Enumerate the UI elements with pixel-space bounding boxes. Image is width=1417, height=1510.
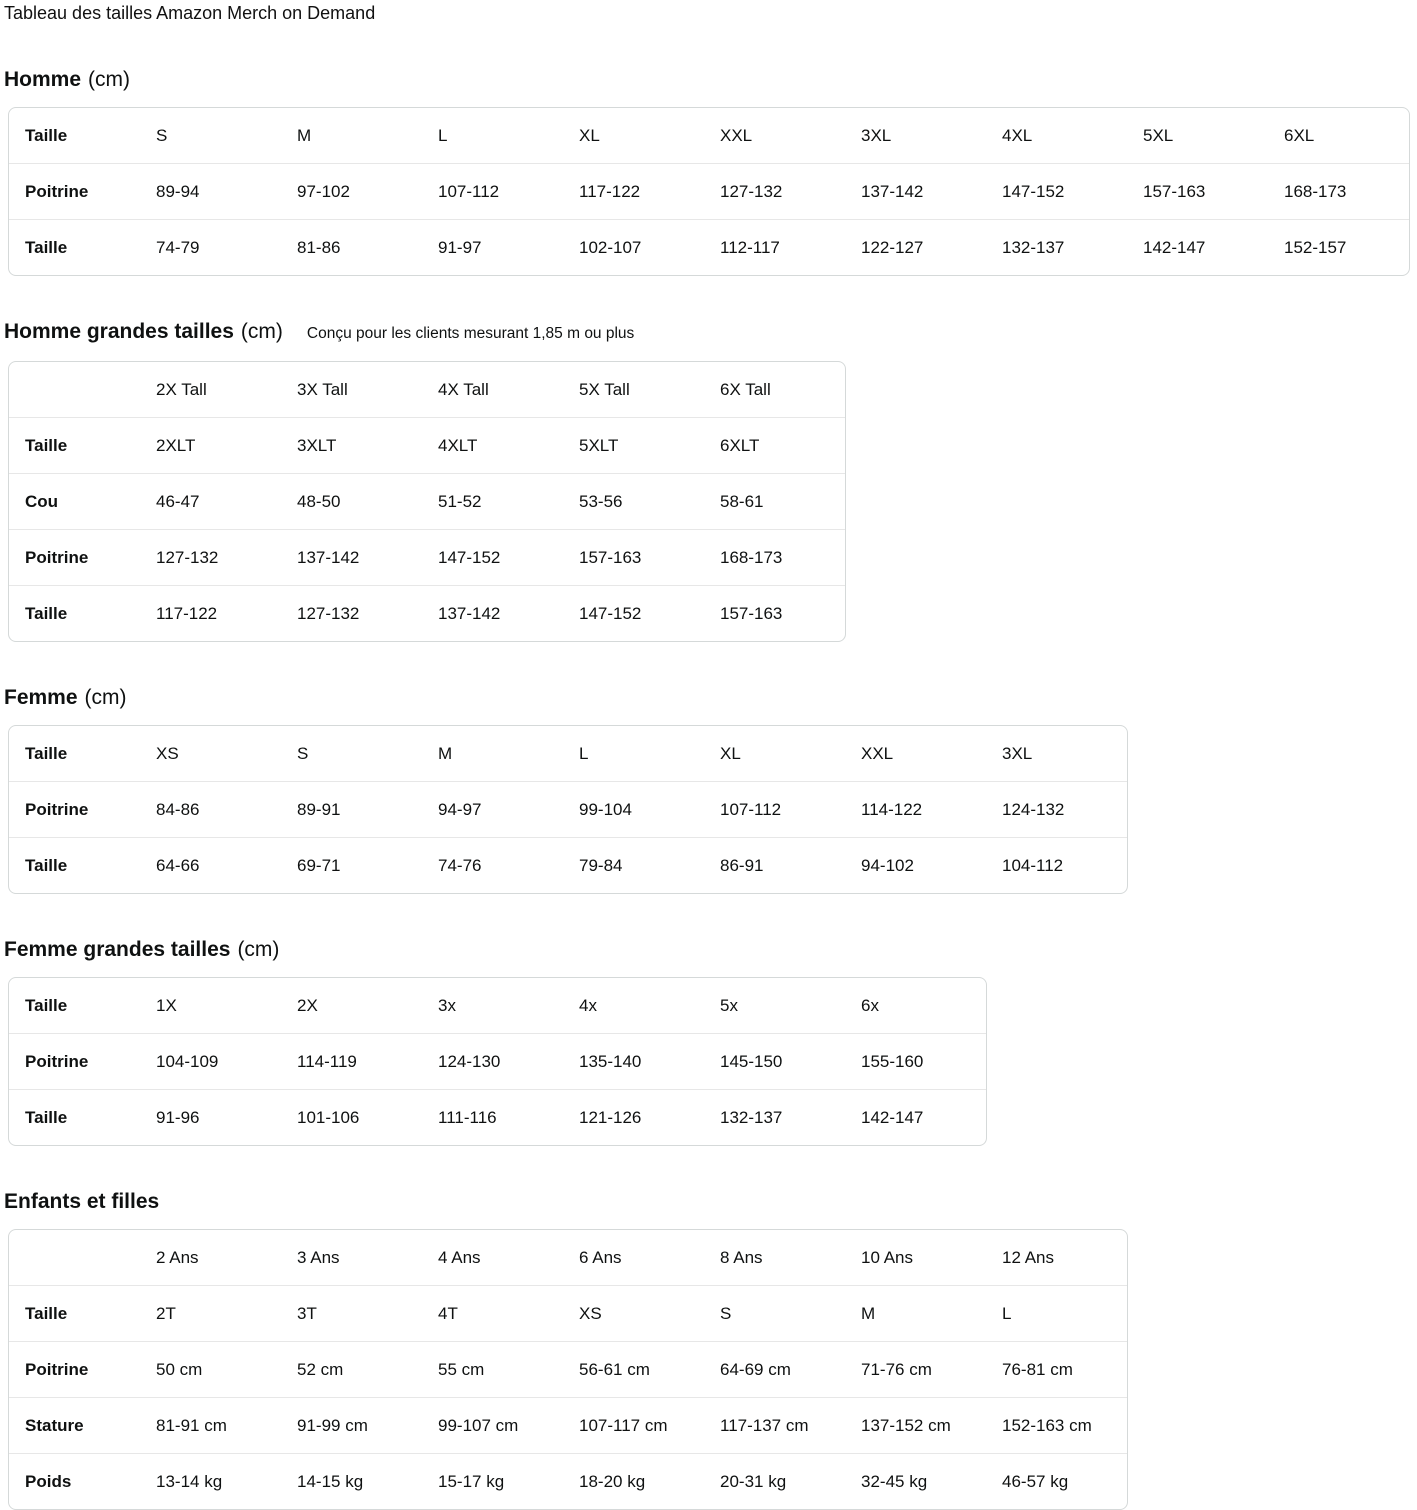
column-header-cell: 4x — [579, 995, 597, 1015]
value-cell: 2T — [140, 1285, 281, 1341]
value-cell: 5XLT — [563, 417, 704, 473]
column-header-cell: 3X Tall — [297, 379, 348, 399]
value-cell: 168-173 — [704, 529, 845, 585]
value-cell: 13-14 kg — [140, 1453, 281, 1509]
value-cell: XS — [563, 1285, 704, 1341]
value-cell: 64-69 cm — [704, 1341, 845, 1397]
value-cell: 112-117 — [704, 219, 845, 275]
value-cell: 117-137 cm — [704, 1397, 845, 1453]
column-header-cell: XXL — [720, 125, 753, 145]
column-header-cell: 3XL — [1002, 743, 1033, 763]
table-row — [9, 1341, 1127, 1397]
value-cell: 55 cm — [422, 1341, 563, 1397]
row-label-cell: Poitrine — [9, 1033, 140, 1089]
value-cell: 18-20 kg — [563, 1453, 704, 1509]
value-cell: 74-76 — [422, 837, 563, 893]
table-row — [9, 219, 1409, 275]
value-cell: 127-132 — [281, 585, 422, 641]
header-label-cell: Taille — [25, 995, 68, 1015]
value-cell: 91-99 cm — [281, 1397, 422, 1453]
value-cell: 94-97 — [422, 781, 563, 837]
table-row — [9, 1089, 986, 1145]
section-heading-text: Enfants et filles — [4, 1190, 160, 1213]
value-cell: 135-140 — [563, 1033, 704, 1089]
table-header-row — [9, 726, 1127, 781]
value-cell: 155-160 — [845, 1033, 986, 1089]
value-cell: 117-122 — [140, 585, 281, 641]
column-header-cell: 6X Tall — [720, 379, 771, 399]
column-header-cell: 1X — [156, 995, 177, 1015]
value-cell: 48-50 — [281, 473, 422, 529]
section-heading-text: Homme grandes tailles — [4, 320, 234, 343]
size-table — [8, 107, 1410, 276]
value-cell: 53-56 — [563, 473, 704, 529]
column-header-cell: XL — [579, 125, 600, 145]
column-header-cell: 5X Tall — [579, 379, 630, 399]
column-header-cell: XL — [720, 743, 741, 763]
column-header-cell: 2X Tall — [156, 379, 207, 399]
value-cell: 97-102 — [281, 163, 422, 219]
row-label-cell: Poitrine — [9, 1341, 140, 1397]
value-cell: 147-152 — [986, 163, 1127, 219]
table-row — [9, 163, 1409, 219]
value-cell: 89-91 — [281, 781, 422, 837]
column-header-cell: 3XL — [861, 125, 892, 145]
value-cell: 46-47 — [140, 473, 281, 529]
value-cell: 137-142 — [422, 585, 563, 641]
size-table-femme-grandes-tailles — [8, 977, 1417, 1146]
value-cell: 91-97 — [422, 219, 563, 275]
row-label-cell: Poids — [9, 1453, 140, 1509]
column-header-cell: 5x — [720, 995, 738, 1015]
value-cell: 168-173 — [1268, 163, 1409, 219]
column-header-cell: L — [438, 125, 448, 145]
value-cell: 99-107 cm — [422, 1397, 563, 1453]
value-cell: 142-147 — [845, 1089, 986, 1145]
column-header-cell: 8 Ans — [720, 1247, 763, 1267]
column-header-cell: 3x — [438, 995, 456, 1015]
table-row — [9, 1397, 1127, 1453]
value-cell: 74-79 — [140, 219, 281, 275]
size-table — [8, 977, 987, 1146]
header-label-cell: Taille — [25, 125, 68, 145]
section-femme — [4, 686, 1417, 894]
column-header-cell: 4 Ans — [438, 1247, 481, 1267]
section-heading-enfants-et-filles — [4, 1190, 1417, 1214]
value-cell: 102-107 — [563, 219, 704, 275]
row-label-cell: Poitrine — [9, 163, 140, 219]
section-heading-homme — [4, 68, 1417, 92]
value-cell: 101-106 — [281, 1089, 422, 1145]
value-cell: 3T — [281, 1285, 422, 1341]
value-cell: 104-112 — [986, 837, 1127, 893]
column-header-cell: 2X — [297, 995, 318, 1015]
value-cell: 52 cm — [281, 1341, 422, 1397]
section-heading-unit: (cm) — [84, 686, 127, 709]
column-header-cell: 12 Ans — [1002, 1247, 1054, 1267]
size-table — [8, 725, 1128, 894]
value-cell: 6XLT — [704, 417, 845, 473]
section-heading-note: Conçu pour les clients mesurant 1,85 m ou plus — [306, 325, 635, 342]
column-header-cell: L — [579, 743, 589, 763]
table-header-row — [9, 1230, 1127, 1285]
section-homme — [4, 68, 1417, 276]
value-cell: 89-94 — [140, 163, 281, 219]
row-label-cell: Taille — [9, 1089, 140, 1145]
column-header-cell: M — [297, 125, 312, 145]
value-cell: 127-132 — [140, 529, 281, 585]
value-cell: S — [704, 1285, 845, 1341]
section-heading-unit: (cm) — [88, 68, 131, 91]
column-header-cell: 4X Tall — [438, 379, 489, 399]
table-row — [9, 417, 845, 473]
value-cell: 157-163 — [563, 529, 704, 585]
column-header-cell: 6XL — [1284, 125, 1315, 145]
value-cell: 107-117 cm — [563, 1397, 704, 1453]
value-cell: 50 cm — [140, 1341, 281, 1397]
value-cell: 107-112 — [704, 781, 845, 837]
row-label-cell: Poitrine — [9, 529, 140, 585]
value-cell: 145-150 — [704, 1033, 845, 1089]
table-row — [9, 473, 845, 529]
value-cell: 15-17 kg — [422, 1453, 563, 1509]
value-cell: 71-76 cm — [845, 1341, 986, 1397]
header-label-cell — [9, 1230, 140, 1285]
column-header-cell: 3 Ans — [297, 1247, 340, 1267]
row-label-cell: Taille — [9, 837, 140, 893]
section-heading-femme-grandes-tailles — [4, 938, 1417, 962]
value-cell: 152-163 cm — [986, 1397, 1127, 1453]
column-header-cell: S — [156, 125, 168, 145]
value-cell: 114-122 — [845, 781, 986, 837]
table-row — [9, 1033, 986, 1089]
section-heading-text: Homme — [4, 68, 82, 91]
table-row — [9, 837, 1127, 893]
value-cell: 137-152 cm — [845, 1397, 986, 1453]
value-cell: 58-61 — [704, 473, 845, 529]
value-cell: 157-163 — [704, 585, 845, 641]
column-header-cell: 4XL — [1002, 125, 1033, 145]
value-cell: 132-137 — [986, 219, 1127, 275]
value-cell: 147-152 — [422, 529, 563, 585]
value-cell: 84-86 — [140, 781, 281, 837]
section-enfants-et-filles — [4, 1190, 1417, 1510]
value-cell: 137-142 — [845, 163, 986, 219]
header-label-cell — [9, 362, 140, 417]
section-femme-grandes-tailles — [4, 938, 1417, 1146]
column-header-cell: 6 Ans — [579, 1247, 622, 1267]
value-cell: 51-52 — [422, 473, 563, 529]
value-cell: 124-130 — [422, 1033, 563, 1089]
value-cell: M — [845, 1285, 986, 1341]
page-title: Tableau des tailles Amazon Merch on Demand — [4, 3, 376, 23]
value-cell: 127-132 — [704, 163, 845, 219]
size-table-homme-grandes-tailles — [8, 361, 1417, 642]
row-label-cell: Taille — [9, 1285, 140, 1341]
value-cell: 107-112 — [422, 163, 563, 219]
table-header-row — [9, 978, 986, 1033]
value-cell: 81-91 cm — [140, 1397, 281, 1453]
table-header-row — [9, 362, 845, 417]
value-cell: 121-126 — [563, 1089, 704, 1145]
value-cell: 114-119 — [281, 1033, 422, 1089]
row-label-cell: Taille — [9, 417, 140, 473]
value-cell: 56-61 cm — [563, 1341, 704, 1397]
table-row — [9, 585, 845, 641]
table-row — [9, 529, 845, 585]
size-table-femme — [8, 725, 1417, 894]
row-label-cell: Taille — [9, 585, 140, 641]
section-heading-femme — [4, 686, 1417, 710]
value-cell: 32-45 kg — [845, 1453, 986, 1509]
value-cell: 4T — [422, 1285, 563, 1341]
table-row — [9, 1453, 1127, 1509]
table-row — [9, 781, 1127, 837]
value-cell: 64-66 — [140, 837, 281, 893]
value-cell: 142-147 — [1127, 219, 1268, 275]
section-heading-text: Femme grandes tailles — [4, 938, 231, 961]
value-cell: 4XLT — [422, 417, 563, 473]
table-row — [9, 1285, 1127, 1341]
value-cell: 79-84 — [563, 837, 704, 893]
value-cell: 104-109 — [140, 1033, 281, 1089]
value-cell: 76-81 cm — [986, 1341, 1127, 1397]
value-cell: 46-57 kg — [986, 1453, 1127, 1509]
value-cell: 152-157 — [1268, 219, 1409, 275]
value-cell: 2XLT — [140, 417, 281, 473]
value-cell: 147-152 — [563, 585, 704, 641]
size-table-homme — [8, 107, 1417, 276]
row-label-cell: Poitrine — [9, 781, 140, 837]
section-heading-text: Femme — [4, 686, 78, 709]
value-cell: 117-122 — [563, 163, 704, 219]
column-header-cell: 2 Ans — [156, 1247, 199, 1267]
value-cell: 94-102 — [845, 837, 986, 893]
value-cell: 132-137 — [704, 1089, 845, 1145]
row-label-cell: Taille — [9, 219, 140, 275]
column-header-cell: M — [438, 743, 453, 763]
section-homme-grandes-tailles — [4, 320, 1417, 642]
value-cell: 99-104 — [563, 781, 704, 837]
table-header-row — [9, 108, 1409, 163]
row-label-cell: Cou — [9, 473, 140, 529]
value-cell: 81-86 — [281, 219, 422, 275]
column-header-cell: 10 Ans — [861, 1247, 913, 1267]
section-heading-homme-grandes-tailles — [4, 320, 1417, 346]
value-cell: 86-91 — [704, 837, 845, 893]
value-cell: 111-116 — [422, 1089, 563, 1145]
value-cell: 124-132 — [986, 781, 1127, 837]
size-table — [8, 361, 846, 642]
value-cell: 122-127 — [845, 219, 986, 275]
value-cell: 3XLT — [281, 417, 422, 473]
section-heading-unit: (cm) — [237, 938, 280, 961]
value-cell: L — [986, 1285, 1127, 1341]
value-cell: 20-31 kg — [704, 1453, 845, 1509]
header-label-cell: Taille — [25, 743, 68, 763]
size-table — [8, 1229, 1128, 1510]
value-cell: 91-96 — [140, 1089, 281, 1145]
column-header-cell: S — [297, 743, 309, 763]
column-header-cell: XS — [156, 743, 179, 763]
column-header-cell: 5XL — [1143, 125, 1174, 145]
value-cell: 157-163 — [1127, 163, 1268, 219]
column-header-cell: XXL — [861, 743, 894, 763]
value-cell: 14-15 kg — [281, 1453, 422, 1509]
section-heading-unit: (cm) — [240, 320, 283, 343]
row-label-cell: Stature — [9, 1397, 140, 1453]
size-table-enfants-et-filles — [8, 1229, 1417, 1510]
column-header-cell: 6x — [861, 995, 879, 1015]
value-cell: 137-142 — [281, 529, 422, 585]
value-cell: 69-71 — [281, 837, 422, 893]
